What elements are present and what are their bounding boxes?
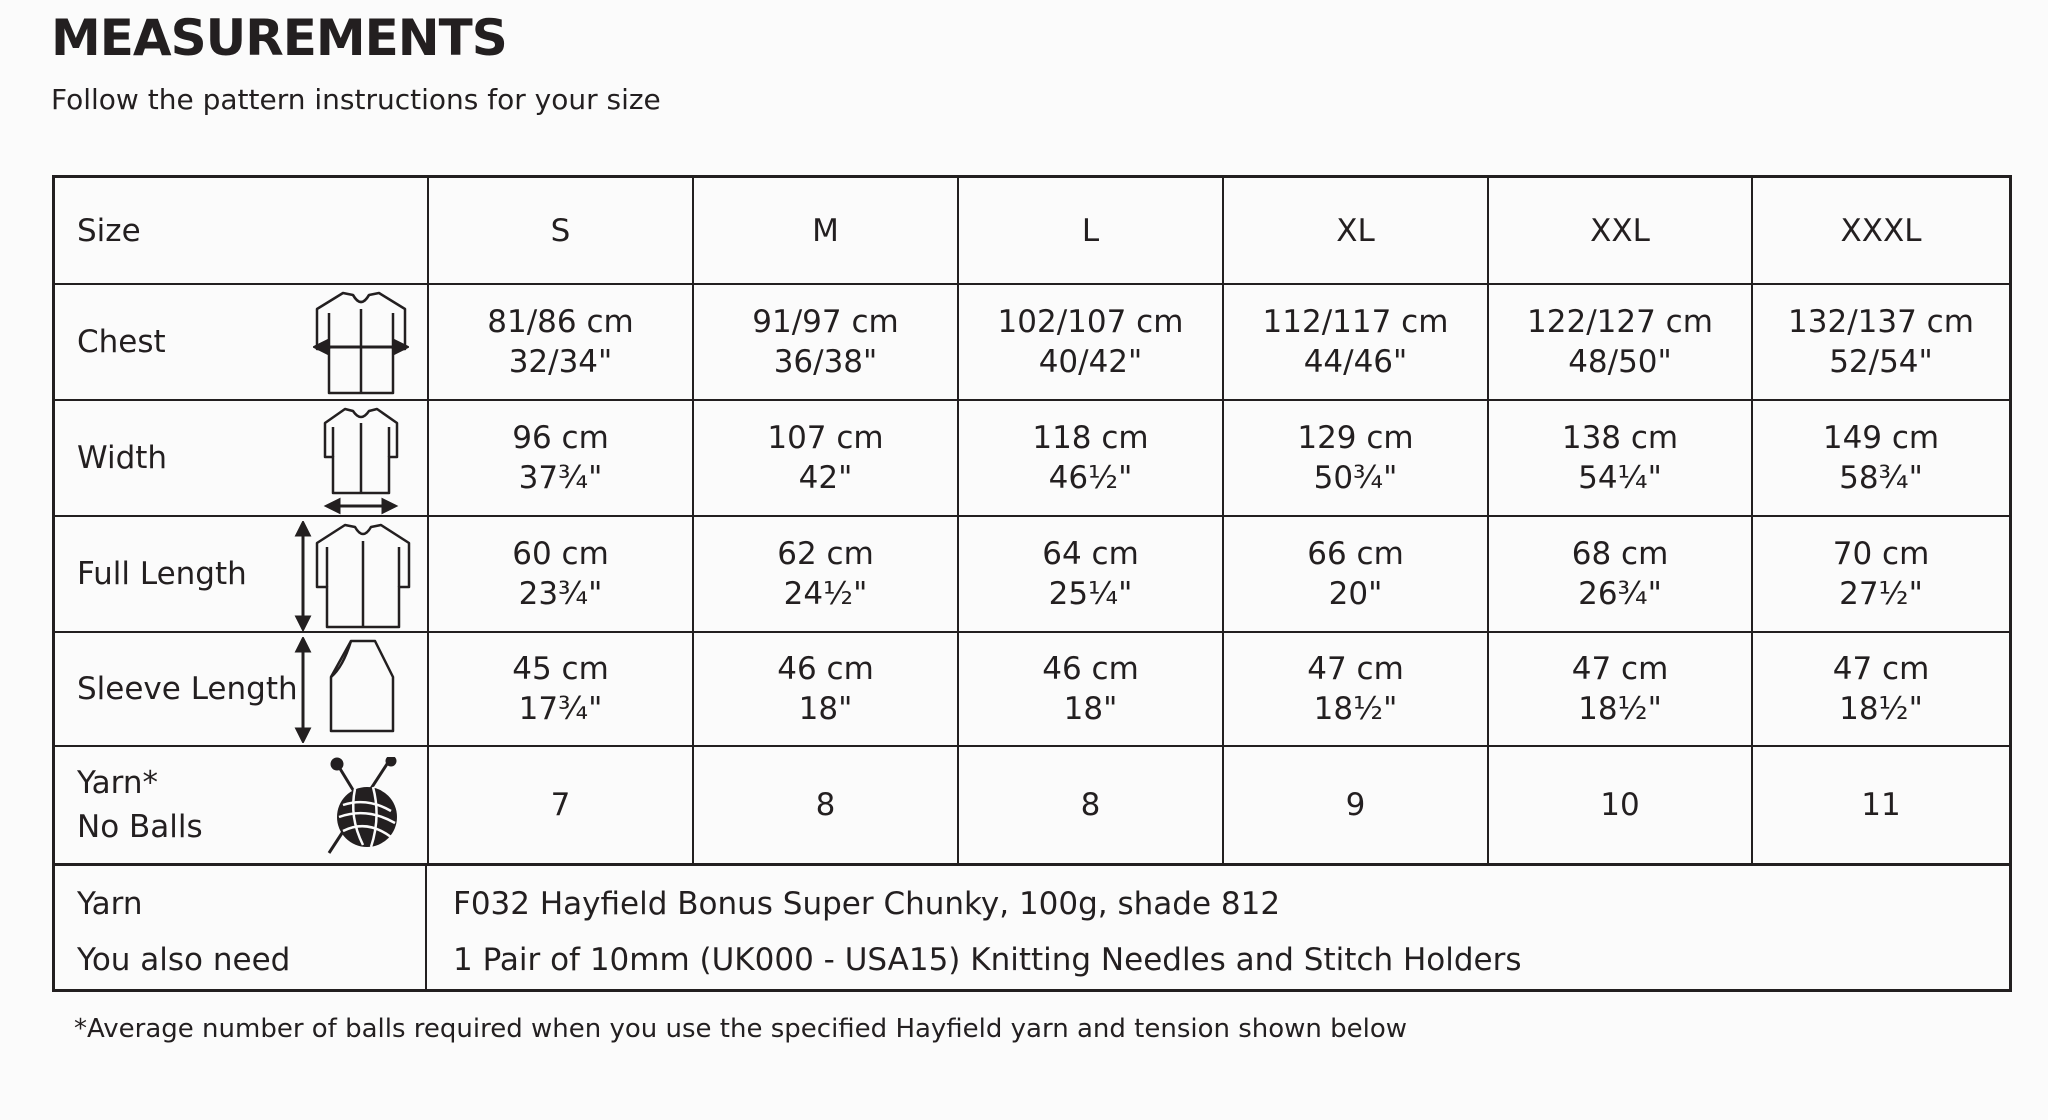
value-cm: 138 cm [1561, 420, 1679, 456]
chest-row [55, 285, 2009, 401]
value-in: 18" [1063, 691, 1118, 727]
yarn-details-label-cell [55, 866, 427, 989]
no-balls-label: No Balls [77, 809, 203, 845]
value-in: 20" [1328, 576, 1383, 612]
value-in: 52/54" [1829, 344, 1933, 380]
value-cm: 45 cm [512, 651, 609, 687]
width-l [957, 401, 1222, 515]
width-m [692, 401, 957, 515]
page-subtitle: Follow the pattern instructions for your size [51, 83, 661, 116]
sleeve-length-xl [1222, 633, 1487, 745]
value-cm: 102/107 cm [997, 304, 1184, 340]
chest-xl [1222, 285, 1487, 399]
yarn-balls-label-cell [55, 747, 427, 863]
chest-m [692, 285, 957, 399]
width-row [55, 401, 2009, 517]
value-in: 36/38" [773, 344, 878, 380]
width-label-cell [55, 401, 427, 515]
ball-count: 8 [815, 787, 836, 823]
value-in: 17¾" [518, 691, 603, 727]
size-header-row [55, 178, 2009, 285]
full-length-row [55, 517, 2009, 633]
balls-xl [1222, 747, 1487, 863]
value-cm: 107 cm [767, 420, 884, 456]
value-cm: 81/86 cm [487, 304, 634, 340]
value-in: 40/42" [1038, 344, 1143, 380]
size-name: S [550, 212, 571, 249]
value-in: 18½" [1839, 691, 1923, 727]
yarn-details-row [55, 865, 2009, 989]
value-in: 18½" [1313, 691, 1398, 727]
value-in: 32/34" [508, 344, 613, 380]
width-s [427, 401, 692, 515]
size-name: XXL [1590, 212, 1650, 249]
value-cm: 122/127 cm [1527, 304, 1713, 340]
value-cm: 96 cm [512, 420, 609, 456]
chest-l [957, 285, 1222, 399]
value-cm: 70 cm [1832, 536, 1930, 572]
full-length-s [427, 517, 692, 631]
width-xxxl [1751, 401, 2009, 515]
sleeve-length-xxl [1487, 633, 1751, 745]
size-label: Size [77, 212, 141, 249]
sleeve-length-l [957, 633, 1222, 745]
size-header-s [427, 178, 692, 283]
chest-xxl [1487, 285, 1751, 399]
value-cm: 64 cm [1042, 536, 1139, 572]
value-cm: 118 cm [1032, 420, 1149, 456]
value-cm: 66 cm [1307, 536, 1404, 572]
value-in: 37¾" [518, 460, 603, 496]
value-cm: 68 cm [1571, 536, 1669, 572]
value-in: 25¼" [1048, 576, 1133, 612]
full-length-label: Full Length [77, 556, 247, 592]
yarn-balls-row [55, 747, 2009, 865]
value-cm: 149 cm [1822, 420, 1940, 456]
size-header-m [692, 178, 957, 283]
value-cm: 47 cm [1571, 651, 1669, 687]
value-cm: 47 cm [1307, 651, 1404, 687]
size-header-xxl [1487, 178, 1751, 283]
full-length-xl [1222, 517, 1487, 631]
value-in: 48/50" [1568, 344, 1672, 380]
ball-count: 7 [550, 787, 571, 823]
yarn-label: Yarn* [77, 765, 159, 801]
yarn-type-value: F032 Hayfield Bonus Super Chunky, 100g, shade 812 [453, 886, 1281, 922]
sleeve-length-xxxl [1751, 633, 2009, 745]
value-in: 27½" [1839, 576, 1923, 612]
size-name: L [1081, 212, 1100, 249]
value-cm: 46 cm [777, 651, 874, 687]
sleeve-length-row [55, 633, 2009, 747]
balls-xxl [1487, 747, 1751, 863]
page-title: MEASUREMENTS [51, 9, 507, 67]
width-xl [1222, 401, 1487, 515]
value-in: 24½" [783, 576, 868, 612]
also-need-value: 1 Pair of 10mm (UK000 - USA15) Knitting Needles and Stitch Holders [453, 942, 1522, 978]
full-length-l [957, 517, 1222, 631]
value-in: 54¼" [1578, 460, 1662, 496]
full-length-xxxl [1751, 517, 2009, 631]
size-header-l [957, 178, 1222, 283]
value-cm: 132/137 cm [1788, 304, 1974, 340]
value-in: 42" [798, 460, 853, 496]
sleeve-length-label-cell [55, 633, 427, 745]
sleeve-length-label: Sleeve Length [77, 671, 298, 707]
garment-width-icon [321, 405, 401, 515]
value-in: 18½" [1578, 691, 1662, 727]
full-length-xxl [1487, 517, 1751, 631]
ball-count: 9 [1345, 787, 1366, 823]
value-cm: 91/97 cm [752, 304, 899, 340]
chest-s [427, 285, 692, 399]
measurements-table [52, 175, 2012, 992]
yarn-type-label: Yarn [77, 886, 143, 922]
value-in: 50¾" [1313, 460, 1398, 496]
size-name: M [812, 212, 839, 249]
width-xxl [1487, 401, 1751, 515]
value-cm: 47 cm [1832, 651, 1930, 687]
value-cm: 46 cm [1042, 651, 1139, 687]
balls-m [692, 747, 957, 863]
value-in: 26¾" [1578, 576, 1662, 612]
full-length-m [692, 517, 957, 631]
chest-label-cell [55, 285, 427, 399]
also-need-label: You also need [77, 942, 291, 978]
balls-xxxl [1751, 747, 2009, 863]
sleeve-length-m [692, 633, 957, 745]
sleeve-length-s [427, 633, 692, 745]
full-length-garment-icon [291, 521, 415, 631]
value-cm: 60 cm [512, 536, 609, 572]
value-in: 58¾" [1839, 460, 1923, 496]
size-name: XL [1336, 212, 1375, 249]
size-header-xl [1222, 178, 1487, 283]
value-in: 18" [798, 691, 853, 727]
value-in: 23¾" [518, 576, 603, 612]
value-in: 44/46" [1303, 344, 1408, 380]
yarn-ball-needles-icon [321, 757, 403, 857]
ball-count: 10 [1600, 787, 1640, 823]
chest-label: Chest [77, 324, 166, 360]
chest-width-garment-icon [313, 289, 409, 397]
footnote: *Average number of balls required when you use the specified Hayfield yarn and tension shown below [74, 1014, 1408, 1044]
value-cm: 129 cm [1297, 420, 1414, 456]
chest-xxxl [1751, 285, 2009, 399]
size-label-cell [55, 178, 427, 283]
size-name: XXXL [1840, 212, 1922, 249]
sleeve-length-icon [291, 637, 401, 743]
full-length-label-cell [55, 517, 427, 631]
width-label: Width [77, 440, 168, 476]
balls-l [957, 747, 1222, 863]
value-cm: 62 cm [777, 536, 874, 572]
ball-count: 8 [1080, 787, 1101, 823]
size-header-xxxl [1751, 178, 2009, 283]
balls-s [427, 747, 692, 863]
value-in: 46½" [1048, 460, 1133, 496]
value-cm: 112/117 cm [1262, 304, 1449, 340]
ball-count: 11 [1861, 787, 1901, 823]
